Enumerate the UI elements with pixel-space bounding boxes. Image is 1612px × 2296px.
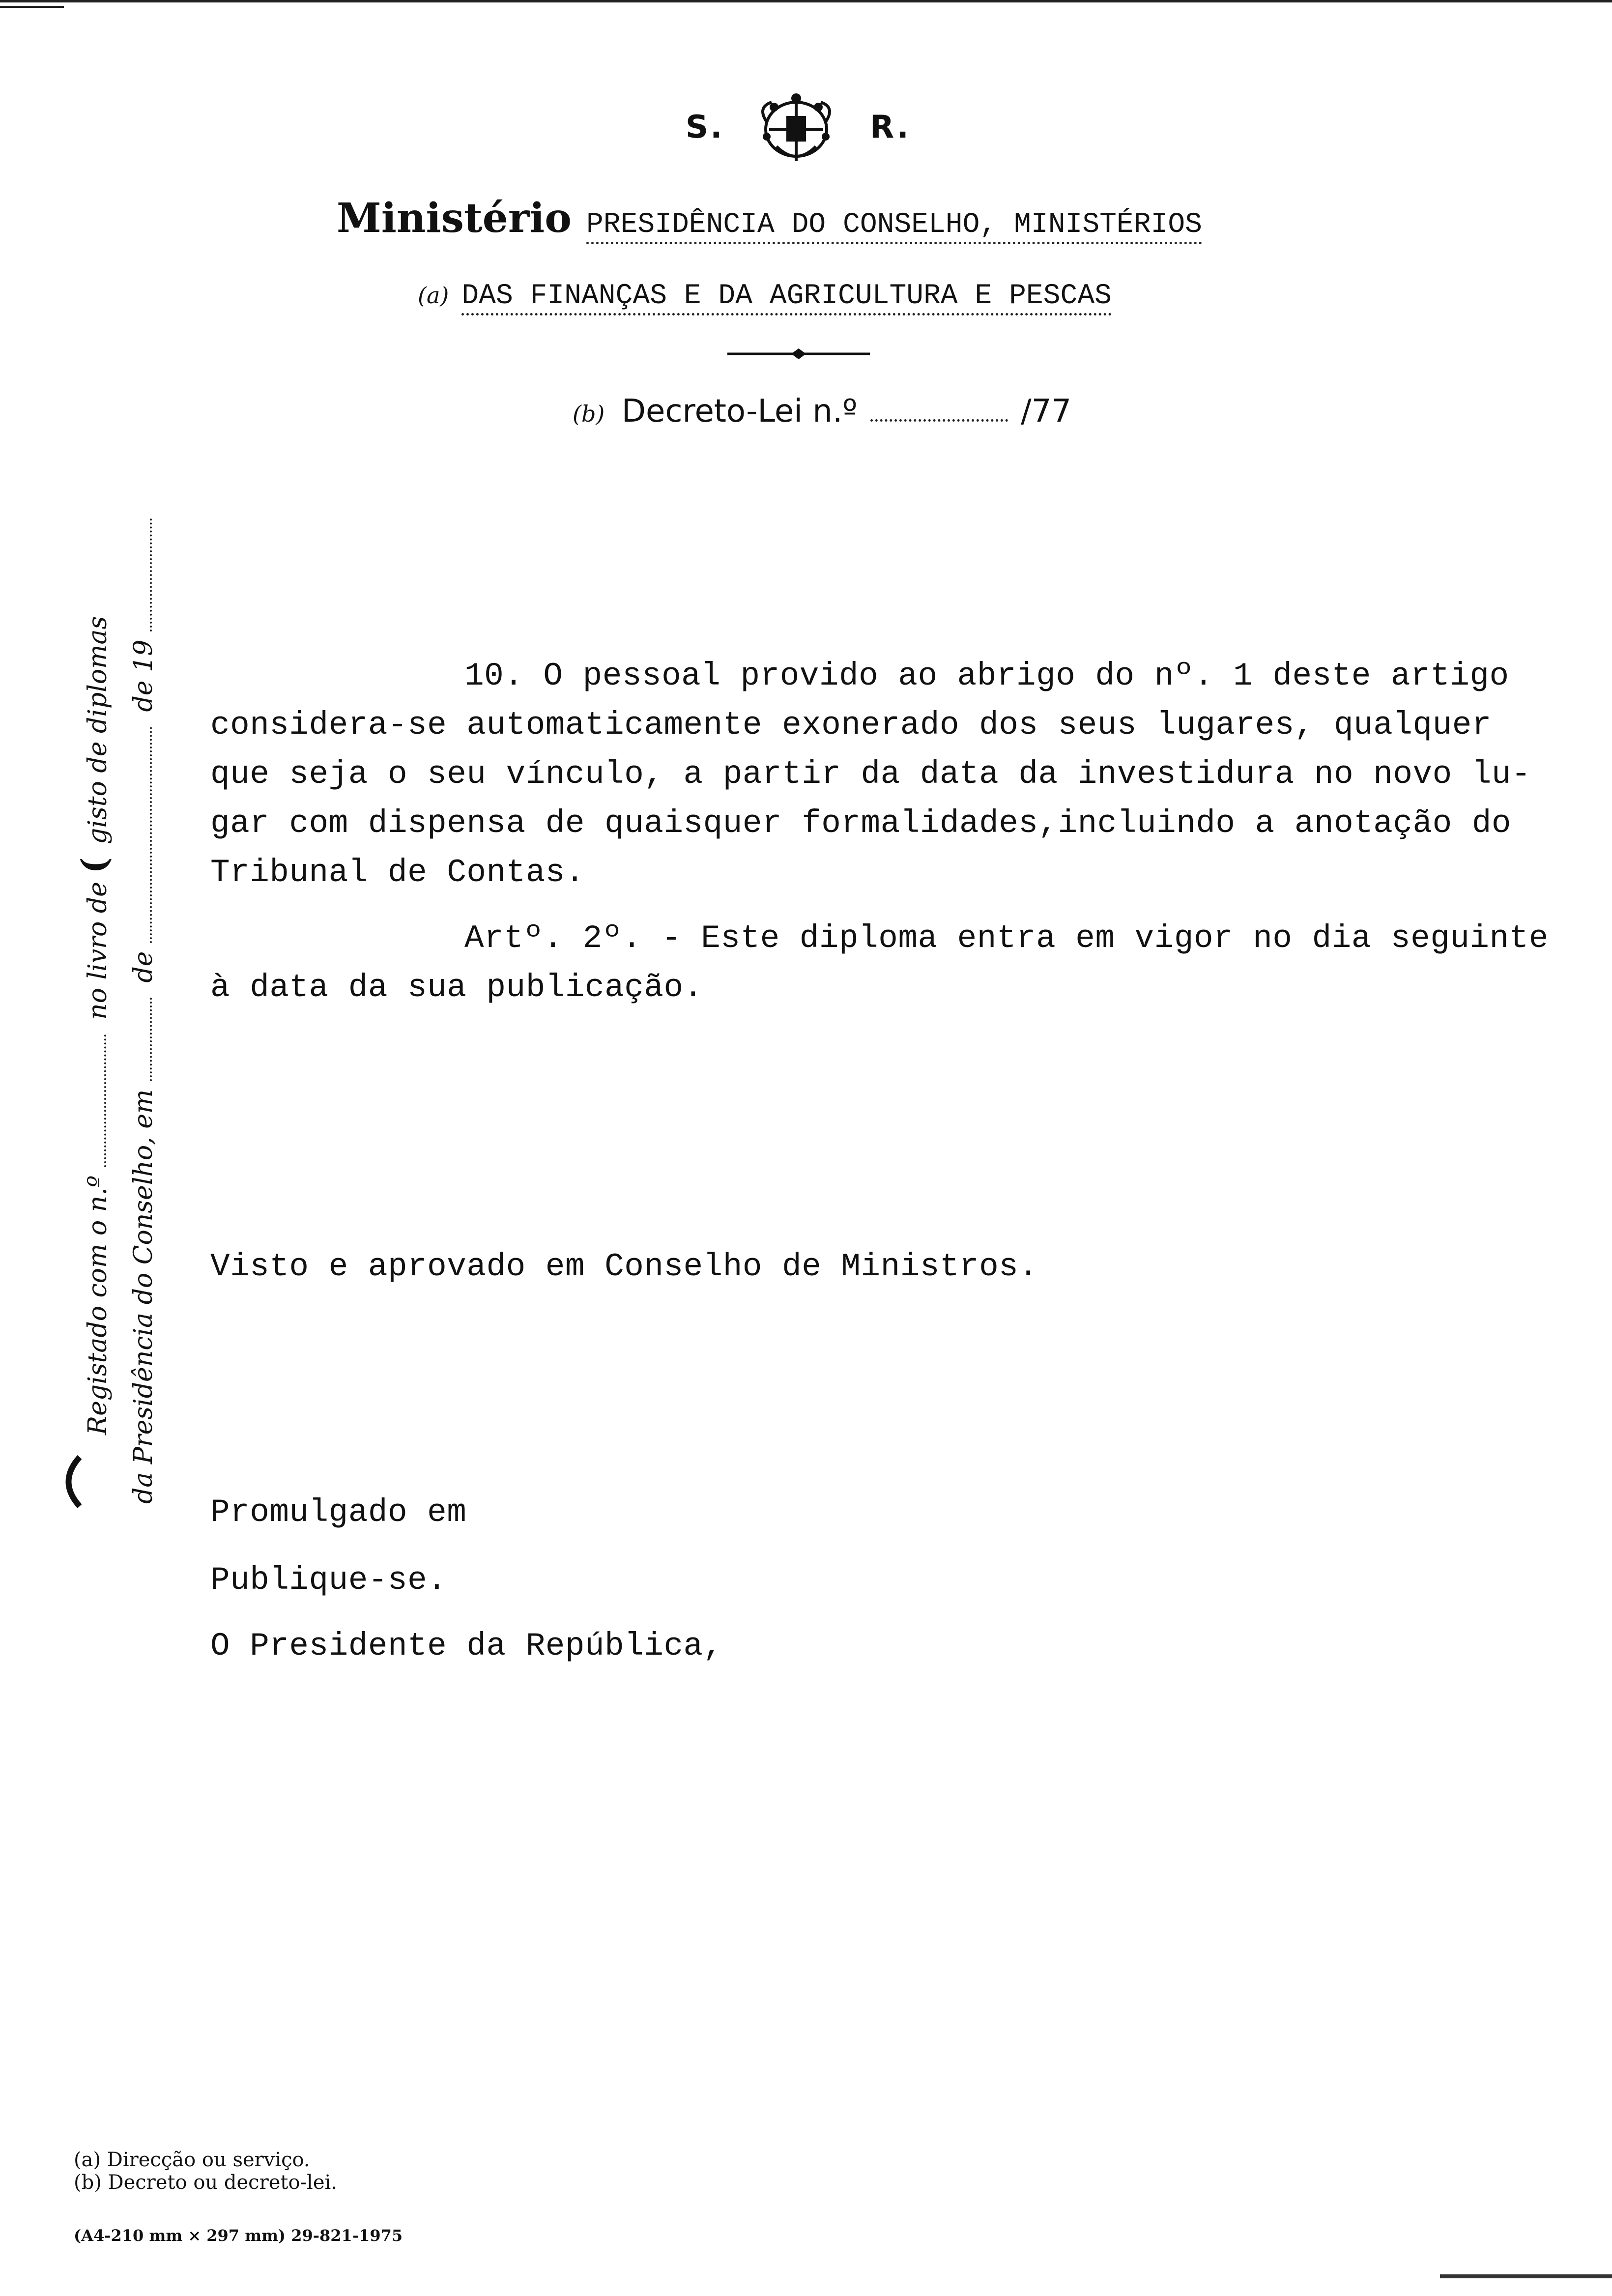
art2-line-2: à data da sua publicação.: [210, 969, 703, 1006]
margin-stamp-line-2: [129, 518, 158, 1504]
para10-line-1: 10. O pessoal provido ao abrigo do nº. 1 deste artigo: [464, 658, 1509, 694]
bottom-edge-mark: [1440, 2274, 1612, 2278]
ministry-name-line1: PRESIDÊNCIA DO CONSELHO, MINISTÉRIOS: [586, 209, 1202, 244]
top-left-rule: [0, 6, 64, 8]
margin-stamp-line-1: [74, 616, 115, 1435]
top-rule: [0, 0, 1612, 2]
margin-bracket-icon: [55, 1455, 85, 1509]
promulgado-line: Promulgado em: [210, 1494, 467, 1531]
ministry-line-1: [337, 195, 1202, 242]
footnote-b: (b) Decreto ou decreto-lei.: [74, 2171, 338, 2194]
ministerio-label: Ministério: [337, 195, 572, 242]
para10-line-3: que seja o seu vínculo, a partir da data da investidura no novo lu-: [210, 756, 1531, 793]
stamp-year-blank: [150, 518, 152, 631]
ministry-line-2: [418, 280, 1112, 312]
note-a-tag: (a): [418, 282, 449, 309]
presidente-line: O Presidente da República,: [210, 1628, 723, 1665]
para10-line-4: gar com dispensa de quaisquer formalidades,incluindo a anotação do: [210, 805, 1512, 842]
stamp-no-livro: no livro de: [83, 882, 113, 1020]
print-info: (A4-210 mm × 297 mm) 29-821-1975: [74, 2226, 403, 2245]
header-r-letter: R.: [870, 109, 911, 145]
stamp-year: de 19: [129, 639, 158, 712]
footnote-a: (a) Direcção ou serviço.: [74, 2149, 310, 2171]
art2-line-1: Artº. 2º. - Este diploma entra em vigor no dia seguinte: [464, 920, 1549, 957]
stamp-day-blank: [150, 998, 152, 1081]
decree-number-blank: [870, 419, 1008, 422]
stamp-presidencia: da Presidência do Conselho, em: [129, 1089, 158, 1504]
header-s-letter: S.: [686, 109, 724, 145]
para10-line-5: Tribunal de Contas.: [210, 854, 585, 891]
ornament-divider: [727, 346, 870, 361]
stamp-number-blank: [104, 1034, 106, 1167]
approval-statement: Visto e aprovado em Conselho de Ministros.: [210, 1248, 1038, 1285]
note-b-tag: (b): [573, 401, 605, 427]
para10-line-2: considera-se automaticamente exonerado dos seus lugares, qualquer: [210, 707, 1492, 744]
decreto-label: Decreto-Lei n.º: [621, 393, 858, 430]
stamp-registo-diplomas: gisto de diplomas: [83, 616, 113, 844]
stamp-registado: Registado com o n.º: [83, 1175, 113, 1435]
coat-of-arms-icon: [747, 87, 845, 166]
stamp-de: de: [129, 951, 158, 983]
stamp-month-blank: [150, 727, 152, 943]
ministry-name-line2: DAS FINANÇAS E DA AGRICULTURA E PESCAS: [461, 280, 1112, 316]
stamp-bracket-inline: (: [74, 857, 115, 874]
decree-number-line: [573, 393, 1071, 430]
publique-line: Publique-se.: [210, 1562, 447, 1599]
decreto-year: /77: [1021, 393, 1072, 430]
